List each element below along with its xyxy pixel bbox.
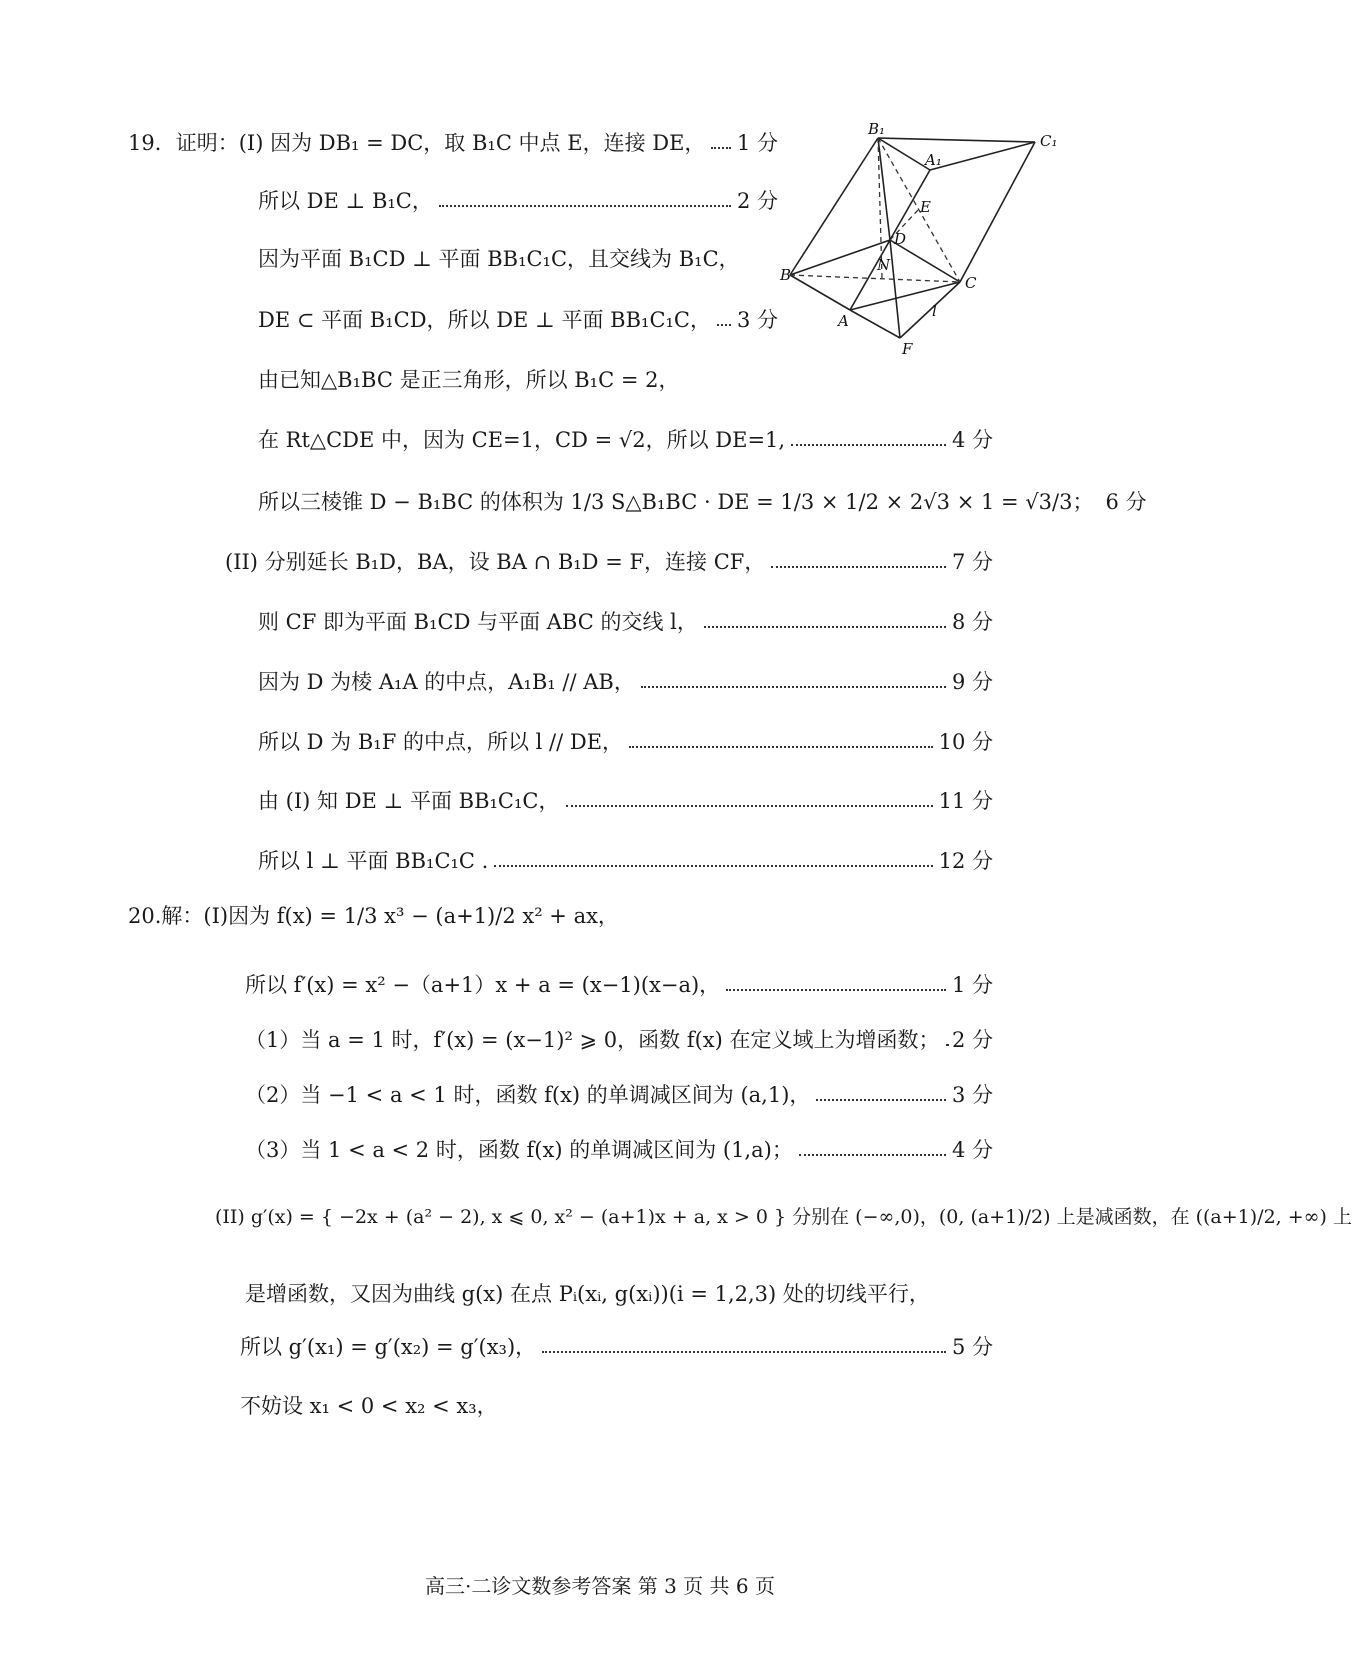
p19-line-6: 在 Rt△CDE 中，因为 CE=1，CD = √2，所以 DE=1, 4 分 <box>258 428 993 452</box>
edge-bd <box>790 240 890 275</box>
label-c1: C₁ <box>1040 132 1058 150</box>
p20-line-3: （1）当 a = 1 时，f′(x) = (x−1)² ⩾ 0，函数 f(x) 在定义域上为增函数； 2 分 <box>245 1028 993 1052</box>
leader-dots <box>629 746 933 748</box>
label-b: B <box>780 266 792 284</box>
leader-dots <box>542 1351 946 1353</box>
label-a: A <box>838 312 849 330</box>
p20-line-2: 所以 f′(x) = x² −（a+1）x + a = (x−1)(x−a)， 1 分 <box>245 973 993 997</box>
p20-line-6: (II) g′(x) = { −2x + (a² − 2), x ⩽ 0, x² − (a+1)x + a, x > 0 } 分别在 (−∞,0)，(0, (a+1)/2) 上是减函数，在 ((a+1)/2, +∞) 上 <box>215 1206 1352 1228</box>
p20-line-8: 所以 g′(x₁) = g′(x₂) = g′(x₃)， 5 分 <box>240 1335 993 1359</box>
leader-dots <box>566 805 933 807</box>
p20-line-1: 20.解：(I)因为 f(x) = 1/3 x³ − (a+1)/2 x² + ax， <box>128 904 619 928</box>
edge-df <box>890 240 900 338</box>
edge-a1c1 <box>930 142 1035 170</box>
p19-line-3: 因为平面 B₁CD ⊥ 平面 BB₁C₁C，且交线为 B₁C， <box>258 247 740 271</box>
leader-dots <box>704 626 946 628</box>
edge-af <box>850 310 900 338</box>
edge-bc-hidden <box>790 275 960 282</box>
label-f: F <box>902 340 913 358</box>
leader-dots <box>641 686 946 688</box>
edge-ac <box>850 282 960 310</box>
p19-line-5: 由已知△B₁BC 是正三角形，所以 B₁C = 2， <box>258 368 680 392</box>
leader-dots <box>711 147 731 149</box>
p19-line-12: 由 (I) 知 DE ⊥ 平面 BB₁C₁C， 11 分 <box>258 789 993 813</box>
leader-dots <box>799 1154 946 1156</box>
edge-ba <box>790 275 850 310</box>
label-e: E <box>920 198 931 216</box>
edge-c1c <box>960 142 1035 282</box>
label-d: D <box>894 230 907 248</box>
edge-b1b <box>790 138 878 275</box>
label-b1: B₁ <box>868 120 886 138</box>
edge-b1a1 <box>878 138 930 170</box>
p19-line-1: 19．证明：(I) 因为 DB₁ = DC，取 B₁C 中点 E，连接 DE， 1 分 <box>128 131 778 155</box>
leader-dots <box>791 444 946 446</box>
p19-line-13: 所以 l ⊥ 平面 BB₁C₁C . 12 分 <box>258 849 993 873</box>
label-a1: A₁ <box>925 151 942 169</box>
p19-line-7: 所以三棱锥 D − B₁BC 的体积为 1/3 S△B₁BC · DE = 1/3 × 1/2 × 2√3 × 1 = √3/3； 6 分 <box>258 490 1147 514</box>
leader-dots <box>726 989 946 991</box>
p20-line-4: （2）当 −1 < a < 1 时，函数 f(x) 的单调减区间为 (a,1)， 3 分 <box>245 1083 993 1107</box>
p20-line-9: 不妨设 x₁ < 0 < x₂ < x₃， <box>240 1394 498 1418</box>
edge-b1d <box>878 138 890 240</box>
edge-b1c-hidden <box>878 138 960 282</box>
leader-dots <box>494 865 932 867</box>
label-n: N <box>877 256 891 274</box>
leader-dots <box>771 566 946 568</box>
label-l: l <box>932 302 937 320</box>
p19-line-8: (II) 分别延长 B₁D，BA，设 BA ∩ B₁D = F，连接 CF， 7 分 <box>225 550 993 574</box>
edge-da <box>850 240 890 310</box>
p19-line-10: 因为 D 为棱 A₁A 的中点，A₁B₁ // AB， 9 分 <box>258 670 993 694</box>
leader-dots <box>717 324 731 326</box>
prism-figure <box>780 120 1120 380</box>
p20-line-5: （3）当 1 < a < 2 时，函数 f(x) 的单调减区间为 (1,a)； 4 分 <box>245 1138 993 1162</box>
p19-line-11: 所以 D 为 B₁F 的中点，所以 l // DE， 10 分 <box>258 730 993 754</box>
p20-line-7: 是增函数，又因为曲线 g(x) 在点 Pᵢ(xᵢ, g(xᵢ))(i = 1,2,3) 处的切线平行， <box>245 1282 930 1306</box>
p19-line-2: 所以 DE ⊥ B₁C， 2 分 <box>258 189 778 213</box>
page-footer: 高三·二诊文数参考答案 第 3 页 共 6 页 <box>425 1574 775 1598</box>
label-c: C <box>965 274 977 292</box>
leader-dots <box>439 205 731 207</box>
leader-dots <box>816 1099 946 1101</box>
p19-line-4: DE ⊂ 平面 B₁CD，所以 DE ⊥ 平面 BB₁C₁C， 3 分 <box>258 308 778 332</box>
edge-b1c1 <box>878 138 1035 142</box>
p19-line-9: 则 CF 即为平面 B₁CD 与平面 ABC 的交线 l， 8 分 <box>258 610 993 634</box>
